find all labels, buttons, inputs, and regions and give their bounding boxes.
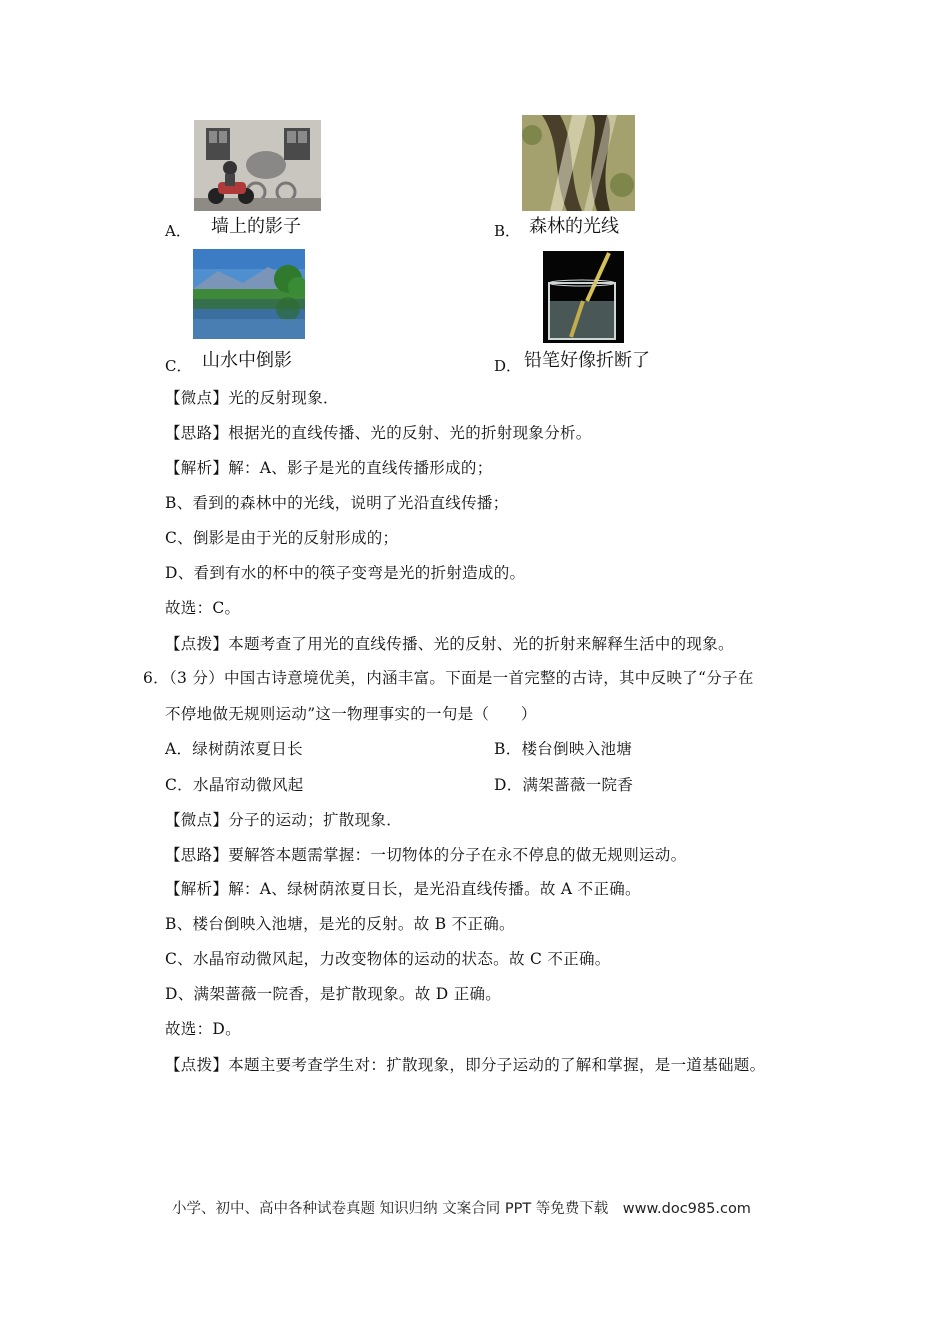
lake-reflection-image xyxy=(193,249,305,339)
q6-stem-line1: 6．（3 分）中国古诗意境优美，内涵丰富。下面是一首完整的古诗，其中反映了“分子在 xyxy=(143,669,754,687)
q6-analysis-d: D、满架蔷薇一院香，是扩散现象。故 D 正确。 xyxy=(165,985,502,1003)
q5-option-a-letter: A． xyxy=(165,222,191,240)
q6-option-d: D．满架蔷薇一院香 xyxy=(494,776,634,794)
q5-tip: 【点拨】本题考查了用光的直线传播、光的反射、光的折射来解释生活中的现象。 xyxy=(165,635,734,653)
q6-analysis-idea: 【思路】要解答本题需掌握：一切物体的分子在永不停息的做无规则运动。 xyxy=(165,846,687,864)
wall-shadow-image xyxy=(194,120,321,211)
q5-analysis-solution: 【解析】解：A、影子是光的直线传播形成的； xyxy=(165,459,493,477)
q6-analysis-c: C、水晶帘动微风起，力改变物体的运动的状态。故 C 不正确。 xyxy=(165,950,611,968)
q6-option-a: A．绿树荫浓夏日长 xyxy=(165,740,303,758)
q6-option-b: B．楼台倒映入池塘 xyxy=(494,740,633,758)
q5-option-c-letter: C． xyxy=(165,357,192,375)
q6-answer: 故选：D。 xyxy=(165,1020,241,1038)
q6-analysis-solution: 【解析】解：A、绿树荫浓夏日长，是光沿直线传播。故 A 不正确。 xyxy=(165,880,641,898)
pencil-glass-image xyxy=(543,251,624,343)
page-footer: 小学、初中、高中各种试卷真题 知识归纳 文案合同 PPT 等免费下载 www.doc985.com xyxy=(172,1201,751,1217)
q5-analysis-idea: 【思路】根据光的直线传播、光的反射、光的折射现象分析。 xyxy=(165,424,592,442)
q5-analysis-point: 【微点】光的反射现象． xyxy=(165,389,339,407)
q6-analysis-b: B、楼台倒映入池塘，是光的反射。故 B 不正确。 xyxy=(165,915,515,933)
q6-tip: 【点拨】本题主要考查学生对：扩散现象，即分子运动的了解和掌握，是一道基础题。 xyxy=(165,1056,766,1074)
q5-option-a-caption: 墙上的影子 xyxy=(211,216,301,237)
q5-answer: 故选：C。 xyxy=(165,599,241,617)
q6-stem-line2: 不停地做无规则运动”这一物理事实的一句是（ ） xyxy=(165,705,537,723)
q5-option-d-letter: D． xyxy=(494,357,522,375)
q6-option-c: C．水晶帘动微风起 xyxy=(165,776,304,794)
q5-option-b-caption: 森林的光线 xyxy=(529,216,619,237)
q5-option-b-letter: B． xyxy=(494,222,521,240)
q5-analysis-c: C、倒影是由于光的反射形成的； xyxy=(165,529,399,547)
q5-analysis-d: D、看到有水的杯中的筷子变弯是光的折射造成的。 xyxy=(165,564,526,582)
q6-analysis-point: 【微点】分子的运动；扩散现象． xyxy=(165,811,403,829)
forest-light-image xyxy=(522,115,635,211)
q5-option-c-caption: 山水中倒影 xyxy=(202,350,292,371)
q5-option-d-caption: 铅笔好像折断了 xyxy=(524,350,650,371)
q5-analysis-b: B、看到的森林中的光线，说明了光沿直线传播； xyxy=(165,494,509,512)
